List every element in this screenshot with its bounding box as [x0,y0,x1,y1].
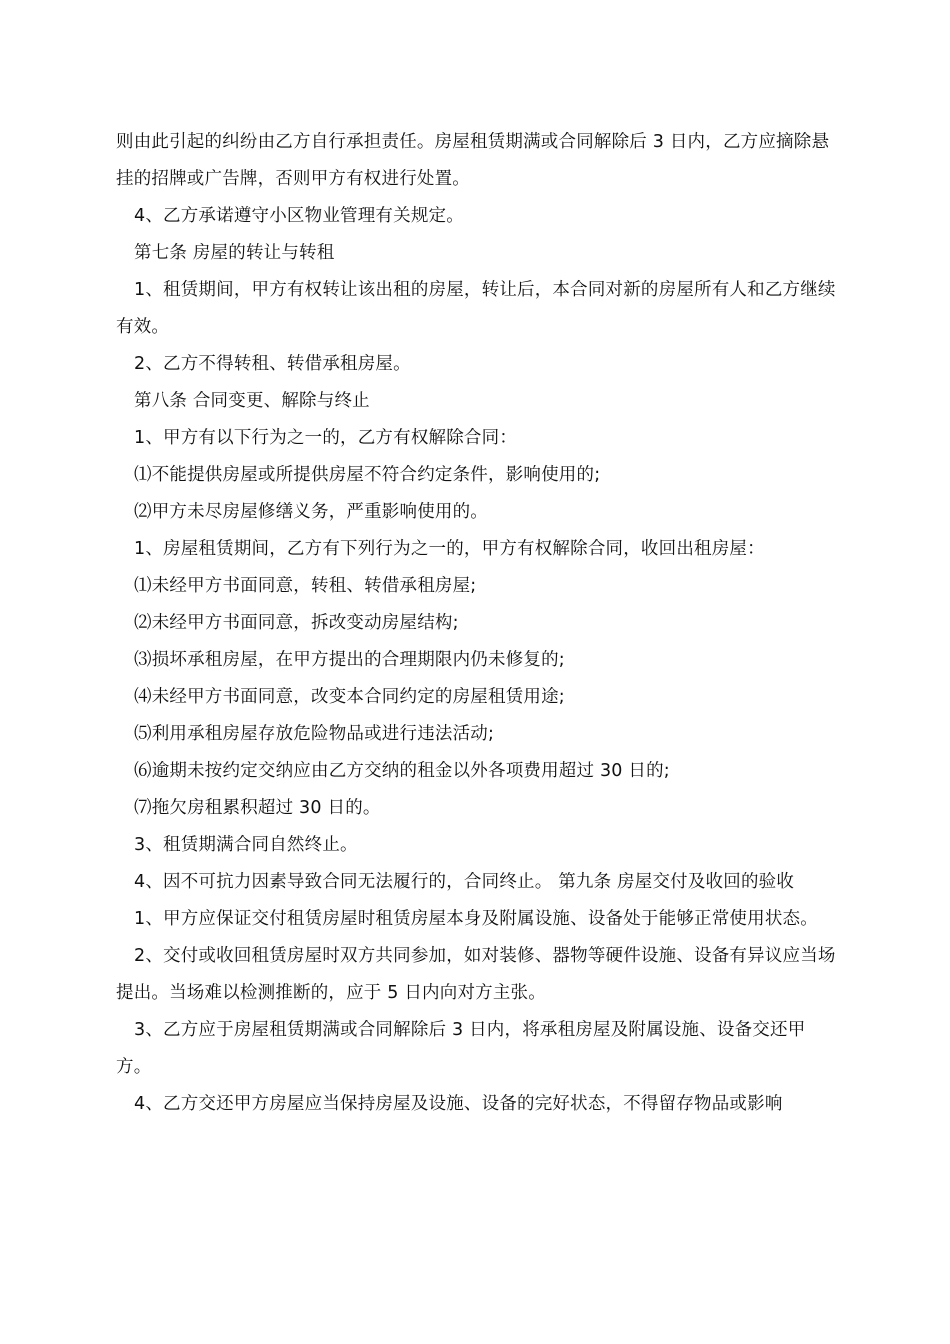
list-item: ⑴不能提供房屋或所提供房屋不符合约定条件，影响使用的; [134,465,601,485]
paragraph-return-premises: 3、乙方应于房屋租赁期满或合同解除后 3 日内，将承租房屋及附属设施、设备交还甲方。 [116,1020,806,1077]
paragraph-joint-inspection: 2、交付或收回租赁房屋时双方共同参加，如对装修、器物等硬件设施、设备有异议应当场提出。当场难以检测推断的，应于 5 日内向对方主张。 [116,946,836,1003]
paragraph-transfer-rights: 1、租赁期间，甲方有权转让该出租的房屋，转让后，本合同对新的房屋所有人和乙方继续有效。 [116,280,836,337]
paragraph-force-majeure-article-9: 4、因不可抗力因素导致合同无法履行的，合同终止。 第九条 房屋交付及收回的验收 [134,872,795,892]
list-item: ⑶损坏承租房屋，在甲方提出的合理期限内仍未修复的; [134,650,565,670]
list-item: ⑸利用承租房屋存放危险物品或进行违法活动; [134,724,495,744]
list-item: ⑹逾期未按约定交纳应由乙方交纳的租金以外各项费用超过 30 日的; [134,761,670,781]
paragraph-natural-termination: 3、租赁期满合同自然终止。 [134,835,358,855]
paragraph-no-sublease: 2、乙方不得转租、转借承租房屋。 [134,354,411,374]
heading-article-7: 第七条 房屋的转让与转租 [134,243,335,263]
list-item: ⑷未经甲方书面同意，改变本合同约定的房屋租赁用途; [134,687,565,707]
list-item: ⑵甲方未尽房屋修缮义务，严重影响使用的。 [134,502,488,522]
paragraph-liability-signs: 则由此引起的纠纷由乙方自行承担责任。房屋租赁期满或合同解除后 3 日内，乙方应摘除悬挂的招牌或广告牌，否则甲方有权进行处置。 [116,132,830,189]
list-item: ⑺拖欠房租累积超过 30 日的。 [134,798,381,818]
list-item: ⑵未经甲方书面同意，拆改变动房屋结构; [134,613,459,633]
paragraph-return-condition: 4、乙方交还甲方房屋应当保持房屋及设施、设备的完好状态，不得留存物品或影响 [134,1094,783,1114]
document-body [116,124,838,1123]
paragraph-lessor-termination: 1、房屋租赁期间，乙方有下列行为之一的，甲方有权解除合同，收回出租房屋： [134,539,765,559]
heading-article-8: 第八条 合同变更、解除与终止 [134,391,370,411]
paragraph-lessee-termination: 1、甲方有以下行为之一的，乙方有权解除合同： [134,428,518,448]
paragraph-delivery-condition: 1、甲方应保证交付租赁房屋时租赁房屋本身及附属设施、设备处于能够正常使用状态。 [134,909,818,929]
paragraph-property-rules: 4、乙方承诺遵守小区物业管理有关规定。 [134,206,464,226]
list-item: ⑴未经甲方书面同意，转租、转借承租房屋; [134,576,477,596]
